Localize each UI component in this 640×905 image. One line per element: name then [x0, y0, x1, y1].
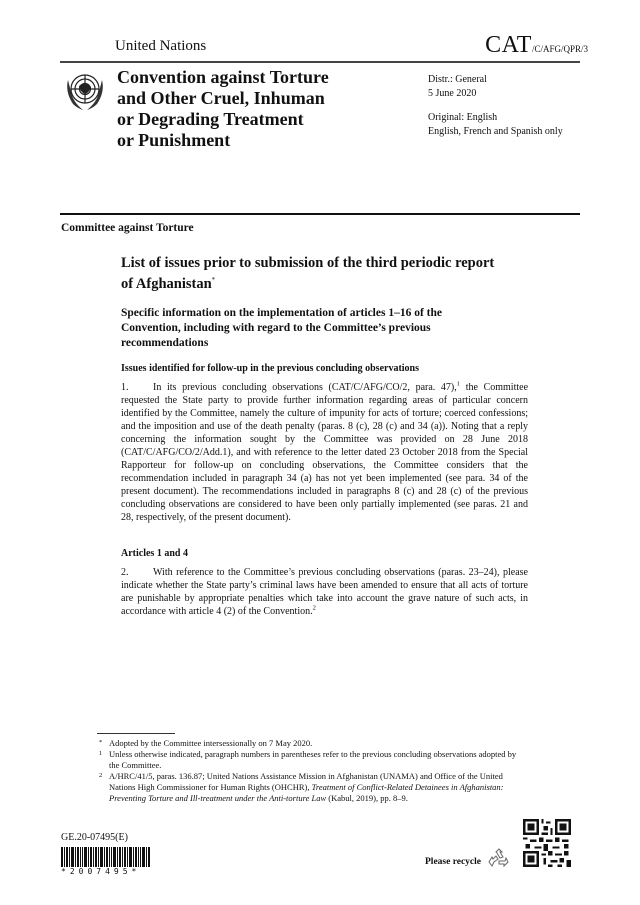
symbol-main: CAT [485, 32, 532, 58]
footnote-text: A/HRC/41/5, paras. 136.87; United Nations Assistance Mission in Afghanistan (UNAMA) and Office of the United Nations High Commissioner for Human Rights (OHCHR), [109, 771, 503, 792]
footnote-ref[interactable]: * [211, 276, 216, 284]
footnote-text: Adopted by the Committee intersessionally on 7 May 2020. [109, 738, 313, 748]
title-line: and Other Cruel, Inhuman [117, 88, 325, 108]
date: 5 June 2020 [428, 88, 477, 99]
document-symbol [485, 32, 588, 59]
distribution-block [428, 73, 563, 139]
main-title-line: of Afghanistan [121, 275, 212, 292]
section-heading-articles: Articles 1 and 4 [121, 548, 188, 559]
footnote [97, 749, 522, 771]
header-rule [60, 61, 580, 63]
paragraph-number: 2. [121, 567, 129, 578]
paragraph-text: the Committee requested the State party to provide further information regarding areas of particular concern identified by the Committee, namely the culture of impunity for acts of torture; coerced confessions; and the imposition and use of the death penalty (paras. 8 (c), 28 (c) and 34 (a)). Noting that a reply concerning the information sought by the Committee was provided on 28 June 2018 (CAT/C/AFG/CO/2/Add.1), and with reference to the letter dated 23 October 2018 from the Special Rapporteur for follow-up on concluding observations, the Committee considers that the recommendation included in paragraph 34 (a) has not yet been implemented (see para. 34 of the present document). The recommendations included in paragraphs 8 (c) and 28 (c) of the previous concluding observations are considered to have been only partially implemented (see paras. 21 and 28, respectively, of the present document). [121, 382, 529, 523]
footnote-mark: 1 [99, 750, 103, 757]
footnote-title: Treatment of Conflict-Related Detainees in Afghanistan: Preventing Torture and Ill-treatment under the Anti-torture Law [109, 782, 504, 803]
footnote-rule [97, 733, 175, 734]
footnote-mark: * [99, 739, 103, 746]
footnote-ref[interactable]: 1 [456, 380, 461, 388]
committee-name: Committee against Torture [61, 222, 194, 234]
organization-name: United Nations [115, 38, 207, 54]
footnote-ref[interactable]: 2 [312, 604, 316, 612]
un-emblem-icon [62, 68, 108, 114]
qr-code-icon [523, 819, 571, 867]
barcode-number: *2007495* [61, 867, 141, 876]
distribution: Distr.: General [428, 74, 487, 85]
title-line: Convention against Torture [117, 67, 329, 87]
languages: English, French and Spanish only [428, 126, 563, 137]
recycle-label: Please recycle [425, 857, 481, 867]
footnote-text: Unless otherwise indicated, paragraph numbers in parentheses refer to the previous concluding observations adopted by the Committee. [109, 749, 517, 770]
paragraph-2 [121, 566, 528, 618]
subtitle-line: Specific information on the implementation of articles 1–16 of the [121, 307, 442, 319]
title-line: or Punishment [117, 130, 231, 150]
title-rule [60, 213, 580, 215]
footnote-text: (Kabul, 2019), pp. 8–9. [326, 793, 408, 803]
convention-title [117, 67, 397, 151]
job-number: GE.20-07495(E) [61, 832, 128, 843]
symbol-sub: /C/AFG/QPR/3 [531, 44, 588, 54]
barcode-icon [61, 847, 151, 867]
title-line: or Degrading Treatment [117, 109, 304, 129]
footnote [97, 771, 522, 804]
footnote [97, 738, 522, 749]
subtitle-line: recommendations [121, 337, 209, 349]
footnote-mark: 2 [99, 772, 103, 779]
paragraph-1 [121, 381, 528, 524]
paragraph-text: In its previous concluding observations (CAT/C/AFG/CO/2, para. 47), [153, 382, 457, 393]
subtitle-line: Convention, including with regard to the Committee’s previous [121, 322, 431, 334]
paragraph-number: 1. [121, 382, 129, 393]
section-heading-followup: Issues identified for follow-up in the previous concluding observations [121, 363, 420, 374]
original-language: Original: English [428, 112, 498, 123]
main-title [121, 255, 551, 293]
footnotes [97, 738, 522, 804]
recycle-icon [488, 848, 510, 870]
subtitle [121, 306, 521, 351]
paragraph-text: With reference to the Committee’s previous concluding observations (paras. 23–24), please indicate whether the State party’s criminal laws have been amended to ensure that all acts of torture are punishable by appropriate penalties which take into account the grave nature of such acts, in accordance with article 4 (2) of the Convention. [121, 567, 528, 617]
main-title-line: List of issues prior to submission of the third periodic report [121, 255, 495, 271]
